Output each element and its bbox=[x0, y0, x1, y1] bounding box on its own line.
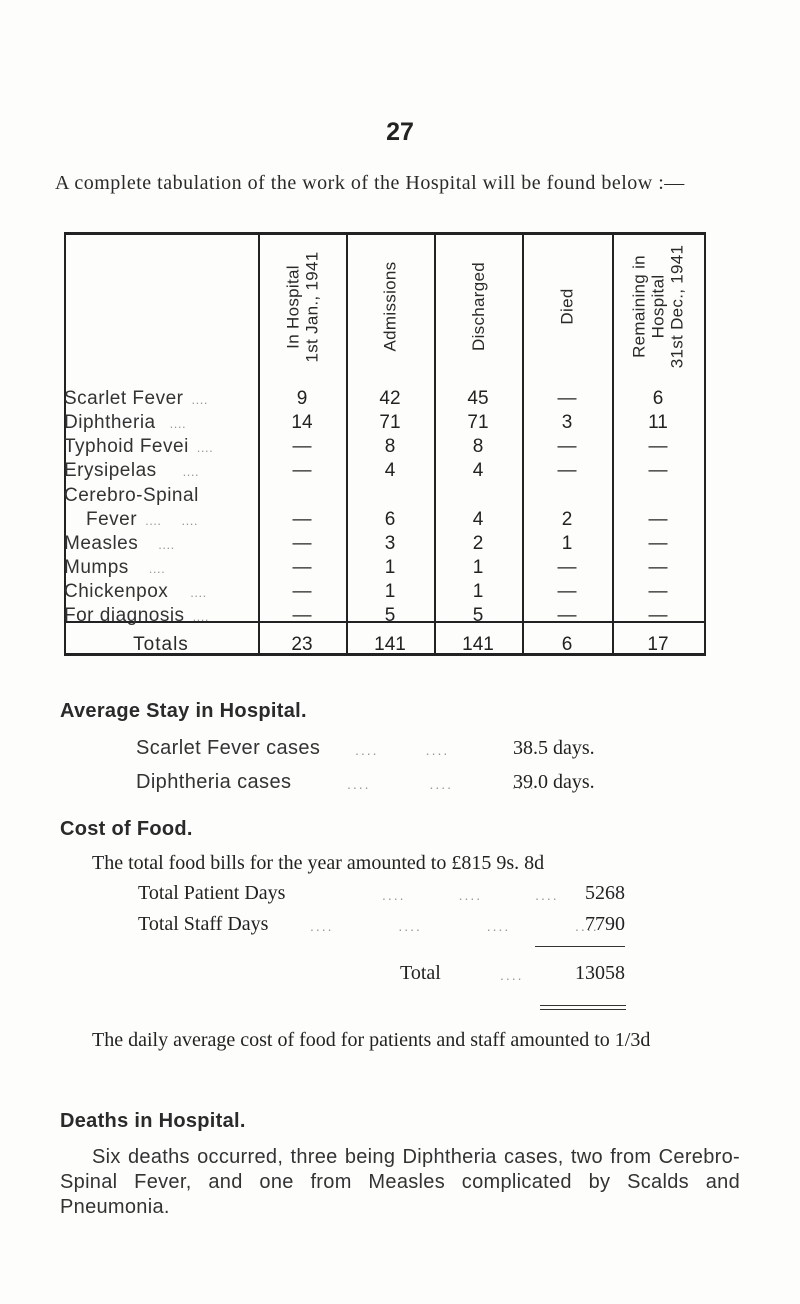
table-cell: — bbox=[292, 436, 312, 457]
staff-days-value: 7790 bbox=[585, 913, 625, 935]
row-label-chickenpox: Chickenpox .... bbox=[64, 581, 207, 602]
stay-scarlet-fever-value: 38.5 days. bbox=[513, 737, 595, 759]
table-cell: — bbox=[292, 557, 312, 578]
table-cell: — bbox=[557, 605, 577, 626]
totals-cell: 23 bbox=[291, 634, 313, 655]
patient-days-value: 5268 bbox=[585, 882, 625, 904]
dot-leader: .... .... bbox=[355, 742, 450, 758]
header-admissions: Admissions bbox=[380, 261, 400, 352]
table-cell: 4 bbox=[472, 509, 484, 530]
table-cell: — bbox=[292, 460, 312, 481]
row-label-erysipelas: Erysipelas .... bbox=[64, 460, 200, 481]
intro-paragraph: A complete tabulation of the work of the Hospital will be found below :— bbox=[55, 172, 685, 194]
table-cell: 9 bbox=[296, 388, 308, 409]
table-cell: 3 bbox=[384, 533, 396, 554]
hospital-tabulation-table bbox=[64, 232, 706, 656]
dot-leader: .... .... .... bbox=[382, 887, 559, 903]
row-label-cerebro-spinal: Cerebro-Spinal bbox=[64, 485, 199, 506]
table-cell: — bbox=[292, 581, 312, 602]
dot-leader: .... .... .... bbox=[347, 776, 536, 792]
table-cell: 2 bbox=[561, 509, 573, 530]
table-cell: 1 bbox=[384, 557, 396, 578]
table-cell: 6 bbox=[652, 388, 664, 409]
table-cell: — bbox=[648, 581, 668, 602]
table-cell: 8 bbox=[384, 436, 396, 457]
table-cell: 4 bbox=[384, 460, 396, 481]
table-cell: — bbox=[292, 605, 312, 626]
deaths-paragraph: Six deaths occurred, three being Diphtheria cases, two from Cerebro-Spinal Fever, and one from Measles complicated by Scalds and Pneumonia. bbox=[60, 1146, 740, 1218]
total-days-value: 13058 bbox=[575, 962, 625, 984]
row-label-mumps: Mumps .... bbox=[64, 557, 166, 578]
table-cell: — bbox=[648, 557, 668, 578]
total-days-label: Total bbox=[400, 962, 441, 984]
table-cell: 71 bbox=[467, 412, 489, 433]
table-cell: 4 bbox=[472, 460, 484, 481]
totals-cell: 141 bbox=[374, 634, 406, 655]
table-cell: — bbox=[557, 436, 577, 457]
table-cell: 2 bbox=[472, 533, 484, 554]
deaths-heading: Deaths in Hospital. bbox=[60, 1110, 246, 1132]
food-bills-text: The total food bills for the year amounted to £815 9s. 8d bbox=[92, 852, 545, 874]
table-cell: — bbox=[557, 557, 577, 578]
sum-rule bbox=[535, 946, 625, 947]
row-label-scarlet-fever: Scarlet Fever .... bbox=[64, 388, 208, 409]
table-cell: 1 bbox=[472, 557, 484, 578]
table-cell: — bbox=[648, 436, 668, 457]
header-in-hospital: In Hospital 1st Jan., 1941 bbox=[283, 251, 321, 362]
header-died: Died bbox=[557, 288, 577, 325]
header-remaining: Remaining in Hospital 31st Dec., 1941 bbox=[629, 244, 687, 369]
stay-diphtheria-label: Diphtheria cases bbox=[136, 771, 292, 793]
row-label-measles: Measles .... bbox=[64, 533, 175, 554]
dot-leader: .... bbox=[500, 967, 524, 983]
totals-label: Totals bbox=[133, 634, 189, 655]
table-cell: — bbox=[648, 460, 668, 481]
table-cell: — bbox=[648, 605, 668, 626]
row-label-fever: Fever .... .... bbox=[86, 509, 198, 530]
table-cell: — bbox=[292, 533, 312, 554]
table-cell: 42 bbox=[379, 388, 401, 409]
table-cell: 71 bbox=[379, 412, 401, 433]
row-label-for-diagnosis: For diagnosis .... bbox=[64, 605, 210, 626]
table-cell: — bbox=[557, 581, 577, 602]
table-cell: 45 bbox=[467, 388, 489, 409]
header-discharged: Discharged bbox=[468, 262, 488, 351]
table-cell: 5 bbox=[472, 605, 484, 626]
table-cell: — bbox=[557, 460, 577, 481]
patient-days-label: Total Patient Days bbox=[138, 882, 286, 904]
row-label-typhoid: Typhoid Fevei .... bbox=[64, 436, 214, 457]
daily-cost-paragraph: The daily average cost of food for patients and staff amounted to 1/3d bbox=[92, 1029, 651, 1051]
table-cell: — bbox=[292, 509, 312, 530]
table-cell: 6 bbox=[384, 509, 396, 530]
double-rule-top bbox=[540, 1005, 626, 1006]
table-cell: — bbox=[648, 509, 668, 530]
totals-cell: 6 bbox=[561, 634, 573, 655]
dot-leader: .... .... .... .... bbox=[310, 918, 599, 934]
table-cell: 1 bbox=[561, 533, 573, 554]
table-cell: — bbox=[648, 533, 668, 554]
staff-days-label: Total Staff Days bbox=[138, 913, 269, 935]
table-cell: 5 bbox=[384, 605, 396, 626]
table-cell: 3 bbox=[561, 412, 573, 433]
table-cell: 8 bbox=[472, 436, 484, 457]
cost-of-food-heading: Cost of Food. bbox=[60, 818, 193, 840]
table-cell: 11 bbox=[648, 412, 668, 433]
totals-cell: 141 bbox=[462, 634, 494, 655]
row-label-diphtheria: Diphtheria .... bbox=[64, 412, 187, 433]
double-rule-bottom bbox=[540, 1009, 626, 1010]
average-stay-heading: Average Stay in Hospital. bbox=[60, 700, 307, 722]
stay-diphtheria-value: 39.0 days. bbox=[513, 771, 595, 793]
table-cell: 1 bbox=[384, 581, 396, 602]
table-cell: 14 bbox=[291, 412, 313, 433]
page-number: 27 bbox=[386, 118, 414, 146]
stay-scarlet-fever-label: Scarlet Fever cases bbox=[136, 737, 321, 759]
table-cell: — bbox=[557, 388, 577, 409]
table-cell: 1 bbox=[472, 581, 484, 602]
totals-cell: 17 bbox=[647, 634, 669, 655]
